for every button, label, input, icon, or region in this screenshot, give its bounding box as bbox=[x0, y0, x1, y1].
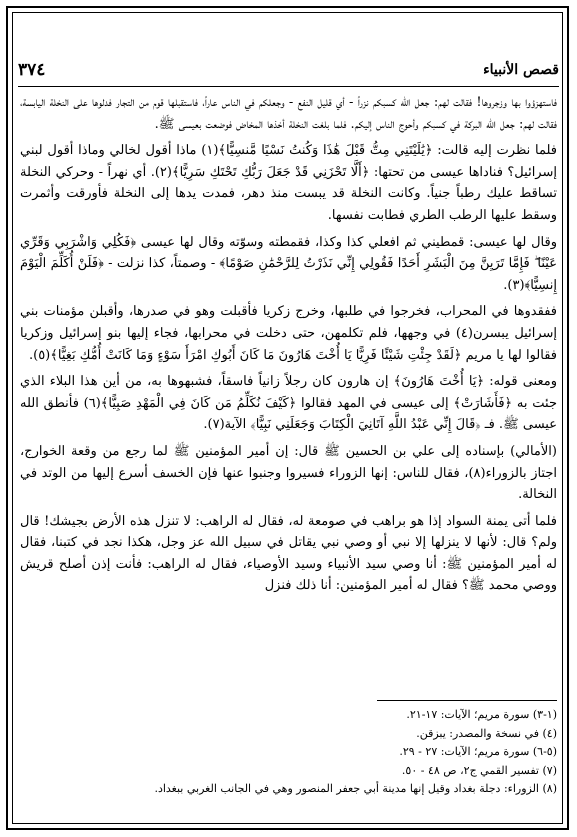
footnote: (٧) تفسير القمي ج٢، ص ٤٨ - ٥٠. bbox=[401, 763, 557, 777]
paragraph: فلما أتى يمنة السواد إذا هو براهب في صومعة له، فقال له الراهب: لا تنزل هذه الأرض بجيشك! قال ولم؟ قال: لأنها لا ينزلها إلا نبي أو وصي نبي يقاتل في سبيل الله عز وجل، هكذا نجد في كتبنا، فقال له أمير المؤمنين ﷺ: أنا وصي سيد الأنبياء وسيد الأوصياء، فقال له الراهب: فأنت إذن أصلح قريش ووصي محمد ﷺ؟ فقال له أمير المؤمنين: أنا ذلك فنزل bbox=[20, 513, 557, 594]
page-body bbox=[20, 92, 557, 602]
header-rule bbox=[18, 86, 559, 87]
footnote: (٥-٦) سورة مريم؛ الآيات: ٢٧ - ٢٩. bbox=[399, 745, 557, 758]
paragraph: ففقدوها في المحراب، فخرجوا في طلبها، وخرج زكريا فأقبلت وهو في صدرها، وأقبلن مؤمنات بني إسرائيل يبسرن(٤) في وجهها، فلم تكلمهن، حتى دخلت في محرابها، فجاء إليها بنو إسرائيل وزكريا فقالوا لها يا مريم ﴿لَقَدْ جِئْتِ شَيْئًا فَرِيًّا يَا أُخْتَ هَارُونَ مَا كَانَ أَبُوكِ امْرَأَ سَوْءٍ وَمَا كَانَتْ أُمُّكِ بَغِيًّا﴾(٥). bbox=[20, 304, 557, 363]
running-header bbox=[18, 60, 559, 84]
footnote-rule bbox=[377, 700, 557, 701]
footnotes bbox=[20, 706, 557, 799]
paragraph: ومعنى قوله: ﴿يَا أُخْتَ هَارُونَ﴾ إن هارون كان رجلاً زانياً فاسقاً، فشبهوها به، من أين هذا البلاء الذي جئت به ﴿فَأَشَارَتْ﴾ إلى عيسى في المهد فقالوا ﴿كَيْفَ نُكَلِّمُ مَن كَانَ فِي الْمَهْدِ صَبِيًّا﴾(٦) فأنطق الله عيسى ﷺ. فـ ﴿قَالَ إِنِّي عَبْدُ اللَّهِ آتَانِيَ الْكِتَابَ وَجَعَلَنِي نَبِيًّا﴾ الآية(٧). bbox=[20, 374, 557, 433]
footnote: (٨) الزوراء: دجلة بغداد وقيل إنها مدينة أبي جعفر المنصور وهي في الجانب الغربي ببغداد. bbox=[154, 782, 557, 795]
paragraph: فاستهزؤوا بها وزجروها! فقالت لهم: جعل الله كسبكم نزراً - أي قليل النفع - وجعلكم في الناس عاراً، فاستقبلها قوم من التجار فدلوها على النخلة اليابسة، فقالت لهم: جعل الله البركة في كسبكم وأحوج الناس إليكم. فلما بلغت النخلة أخذها المخاض فوضعت بعيسى ﷺ. bbox=[20, 95, 557, 132]
footnote: (١-٣) سورة مريم؛ الآيات: ١٧-٢١. bbox=[406, 708, 557, 721]
paragraph: فلما نظرت إليه قالت: ﴿يَٰلَيْتَنِي مِتُّ قَبْلَ هَٰذَا وَكُنتُ نَسْيًا مَّنسِيًّا﴾(١) ماذا أقول لخالي وماذا أقول لبني إسرائيل؟ فناداها عيسى من تحتها: ﴿أَلَّا تَحْزَنِي قَدْ جَعَلَ رَبُّكِ تَحْتَكِ سَرِيًّا﴾(٢). أي نهراً - وحركي النخلة تساقط عليك رطباً جنياً. وكانت النخلة قد يبست منذ دهر، فمدت يدها إلى النخلة فأورقت وأثمرت وسقط عليها الرطب الطري فطابت نفسها. bbox=[20, 143, 557, 223]
paragraph: وقال لها عيسى: قمطيني ثم افعلي كذا وكذا، فقمطته وسوّته وقال لها عيسى ﴿فَكُلِي وَاشْرَبِي وَقَرِّي عَيْنًا ۖ فَإِمَّا تَرَيِنَّ مِنَ الْبَشَرِ أَحَدًا فَقُولِي إِنِّي نَذَرْتُ لِلرَّحْمَٰنِ صَوْمًا﴾ - وصمتاً، كذا نزلت - ﴿فَلَنْ أُكَلِّمَ الْيَوْمَ إِنسِيًّا﴾(٣). bbox=[20, 234, 557, 293]
paragraph: (الأمالي) بإسناده إلى علي بن الحسين ﷺ قال: إن أمير المؤمنين ﷺ لما رجع من وقعة الخوارج، اجتاز بالزوراء(٨)، فقال للناس: إنها الزوراء فسيروا وجنبوا عنها فإن الخسف أسرع إليها من الوتد في النخالة. bbox=[20, 443, 557, 503]
book-title: قصص الأنبياء bbox=[483, 62, 559, 78]
page-number: ٣٧٤ bbox=[18, 60, 46, 80]
footnote: (٤) في نسخة والمصدر: يبزقن. bbox=[416, 726, 557, 740]
